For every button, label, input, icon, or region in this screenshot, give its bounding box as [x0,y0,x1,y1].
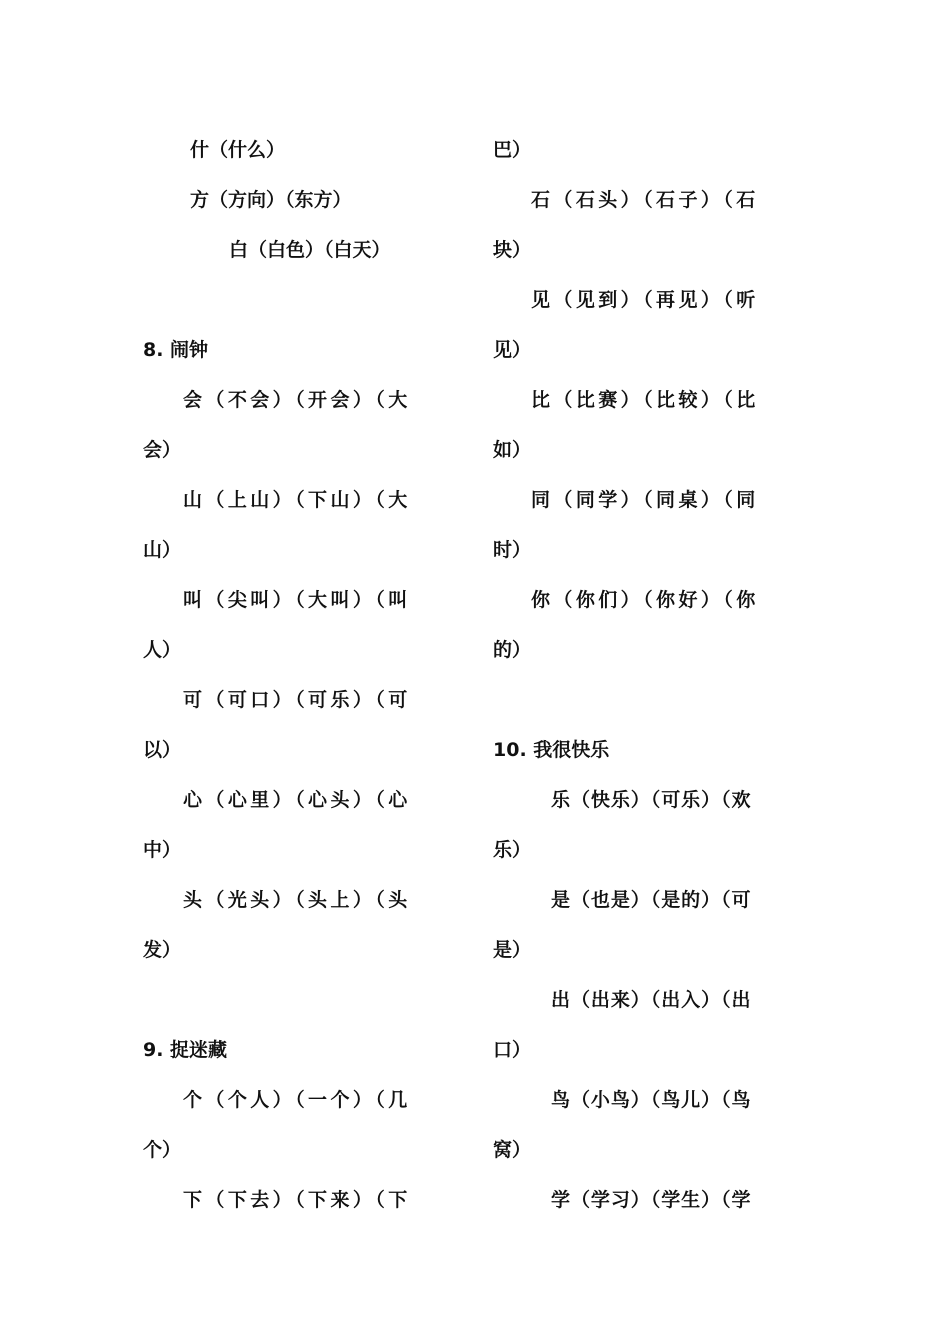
word-entry-wrap: 口） [493,1039,532,1061]
word-entry: 你（你们）（你好）（你 [531,589,759,611]
word-entry: 白（白色）（白天） [229,239,391,261]
word-entry: 山（上山）（下山）（大 [183,489,411,511]
word-entry-wrap: 乐） [493,839,532,861]
blank-line [143,982,463,1032]
word-entry: 是（也是）（是的）（可 [551,889,752,911]
word-entry: 可（可口）（可乐）（可 [183,689,411,711]
word-entry: 头（光头）（头上）（头 [183,889,411,911]
word-entry: 鸟（小鸟）（鸟儿）（鸟 [551,1089,752,1111]
word-entry: 学（学习）（学生）（学 [551,1189,752,1211]
word-entry: 乐（快乐）（可乐）（欢 [551,789,752,811]
word-entry: 什（什么） [190,139,286,161]
word-entry: 同（同学）（同桌）（同 [531,489,759,511]
word-entry: 见（见到）（再见）（听 [531,289,759,311]
word-entry-wrap: 的） [493,639,532,661]
section-heading-10: 10. 我很快乐 [493,739,610,761]
word-entry-wrap: 发） [143,939,182,961]
word-entry: 心（心里）（心头）（心 [183,789,411,811]
word-entry-wrap: 中） [143,839,182,861]
word-entry: 方（方向）（东方） [190,189,352,211]
word-entry-wrap: 个） [143,1139,182,1161]
word-entry: 下（下去）（下来）（下 [183,1189,411,1211]
word-entry: 叫（尖叫）（大叫）（叫 [183,589,411,611]
word-entry-wrap: 块） [493,239,532,261]
word-entry-wrap: 窝） [493,1139,532,1161]
word-entry-wrap: 以） [143,739,182,761]
word-entry-wrap: 如） [493,439,532,461]
right-column [493,132,813,1232]
word-entry: 个（个人）（一个）（几 [183,1089,411,1111]
word-entry-wrap: 会） [143,439,182,461]
word-entry-wrap: 山） [143,539,182,561]
word-entry: 出（出来）（出入）（出 [551,989,752,1011]
blank-line [143,282,463,332]
section-heading-8: 8. 闹钟 [143,339,209,361]
word-entry-wrap: 是） [493,939,532,961]
word-entry-wrap: 时） [493,539,532,561]
word-entry: 比（比赛）（比较）（比 [531,389,759,411]
word-entry: 石（石头）（石子）（石 [531,189,759,211]
word-entry-wrap: 巴） [493,139,532,161]
left-column [143,132,463,1232]
blank-line [493,682,813,732]
word-entry: 会（不会）（开会）（大 [183,389,411,411]
word-entry-wrap: 人） [143,639,182,661]
section-heading-9: 9. 捉迷藏 [143,1039,228,1061]
word-entry-wrap: 见） [493,339,532,361]
